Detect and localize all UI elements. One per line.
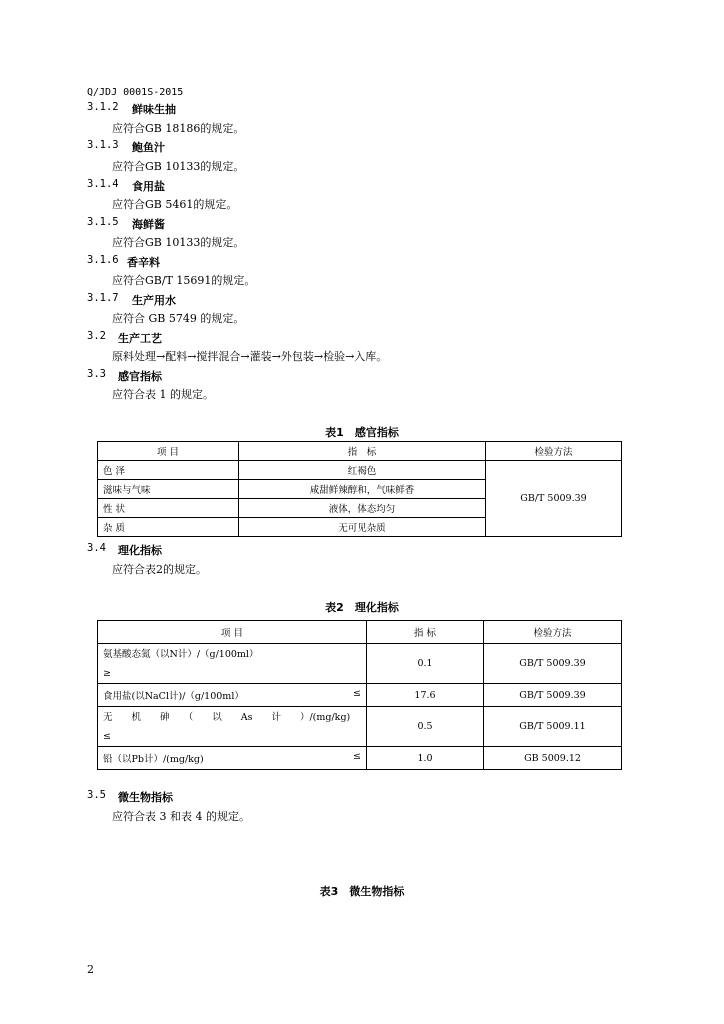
section-body: 应符合表 1 的规定。	[112, 388, 214, 401]
table1-value: 无可见杂质	[239, 518, 486, 537]
table2-caption: 表2 理化指标	[325, 601, 399, 614]
table-row	[98, 684, 622, 707]
table2-item-limit: ≤	[353, 688, 361, 699]
section-body: 应符合表 3 和表 4 的规定。	[112, 810, 250, 823]
table2-method: GB 5009.12	[484, 747, 622, 770]
section-number: 3.5	[87, 789, 106, 801]
section-body: 应符合GB 5461的规定。	[112, 198, 238, 211]
table2-value: 17.6	[367, 684, 484, 707]
section-title: 鲍鱼汁	[132, 141, 165, 154]
table2-item-name: 铅（以Pb计）/(mg/kg)	[103, 754, 204, 765]
section-body: 应符合表2的规定。	[112, 563, 207, 576]
document-code: Q/JDJ 0001S-2015	[87, 87, 184, 98]
table2-header-method: 检验方法	[484, 621, 622, 644]
section-title: 鲜味生抽	[132, 103, 176, 116]
table2-item	[98, 644, 367, 684]
table2-item	[98, 747, 367, 770]
sensory-table	[97, 441, 622, 537]
section-title: 理化指标	[118, 544, 162, 557]
table2-item-limit: ≥	[103, 667, 111, 679]
section-number: 3.1.4	[87, 178, 119, 190]
section-title: 食用盐	[132, 180, 165, 193]
section-title: 微生物指标	[118, 791, 173, 804]
table2-value: 1.0	[367, 747, 484, 770]
table1-item: 色 泽	[98, 461, 239, 480]
table2-header-item: 项 目	[98, 621, 367, 644]
section-body: 应符合GB 10133的规定。	[112, 236, 245, 249]
table1-header-method: 检验方法	[486, 442, 622, 461]
section-title: 生产工艺	[118, 332, 162, 345]
table2-value: 0.5	[367, 707, 484, 747]
table3-caption: 表3 微生物指标	[319, 885, 405, 898]
section-number: 3.3	[87, 368, 106, 380]
section-body: 应符合GB 10133的规定。	[112, 160, 245, 173]
table2-value: 0.1	[367, 644, 484, 684]
table1-item: 滋味与气味	[98, 480, 239, 499]
section-number: 3.1.2	[87, 101, 119, 113]
table1-value: 液体，体态均匀	[239, 499, 486, 518]
section-body: 原料处理→配料→搅拌混合→灌装→外包装→检验→入库。	[112, 350, 388, 363]
table2-item	[98, 684, 367, 707]
table1-value: 咸甜鲜辣醇和，气味鲜香	[239, 480, 486, 499]
table1-value: 红褐色	[239, 461, 486, 480]
section-title: 感官指标	[118, 370, 162, 383]
section-number: 3.1.7	[87, 292, 119, 304]
table1-caption: 表1 感官指标	[325, 426, 399, 439]
table1-header-value: 指 标	[239, 442, 486, 461]
section-title: 生产用水	[132, 294, 176, 307]
section-number: 3.4	[87, 542, 106, 554]
section-number: 3.1.5	[87, 216, 119, 228]
table-row	[98, 747, 622, 770]
table2-item-name: 食用盐(以NaCl计)/（g/100ml）	[103, 691, 244, 702]
section-body: 应符合GB 18186的规定。	[112, 122, 245, 135]
table1-item: 杂 质	[98, 518, 239, 537]
page-number: 2	[87, 963, 94, 976]
section-number: 3.2	[87, 330, 106, 342]
table2-item-name: 氨基酸态氮（以N计）/（g/100ml）	[103, 648, 259, 660]
table1-item: 性 状	[98, 499, 239, 518]
table-row	[98, 461, 622, 480]
table-row	[98, 644, 622, 684]
section-number: 3.1.6	[87, 254, 119, 266]
table2-method: GB/T 5009.39	[484, 684, 622, 707]
section-title: 海鲜酱	[132, 218, 165, 231]
physicochemical-table	[97, 620, 622, 770]
table2-item-limit: ≤	[353, 751, 361, 762]
section-body: 应符合 GB 5749 的规定。	[112, 312, 245, 325]
table2-item	[98, 707, 367, 747]
section-number: 3.1.3	[87, 139, 119, 151]
table2-item-name: 无 机 砷 （ 以 As 计 ）/(mg/kg)	[103, 711, 351, 723]
table2-method: GB/T 5009.11	[484, 707, 622, 747]
table-row	[98, 707, 622, 747]
table2-item-limit: ≤	[103, 730, 111, 742]
section-body: 应符合GB/T 15691的规定。	[112, 274, 256, 287]
table1-method: GB/T 5009.39	[486, 461, 622, 537]
table1-header-item: 项 目	[98, 442, 239, 461]
table2-header-value: 指 标	[367, 621, 484, 644]
section-title: 香辛料	[127, 256, 160, 269]
table2-method: GB/T 5009.39	[484, 644, 622, 684]
